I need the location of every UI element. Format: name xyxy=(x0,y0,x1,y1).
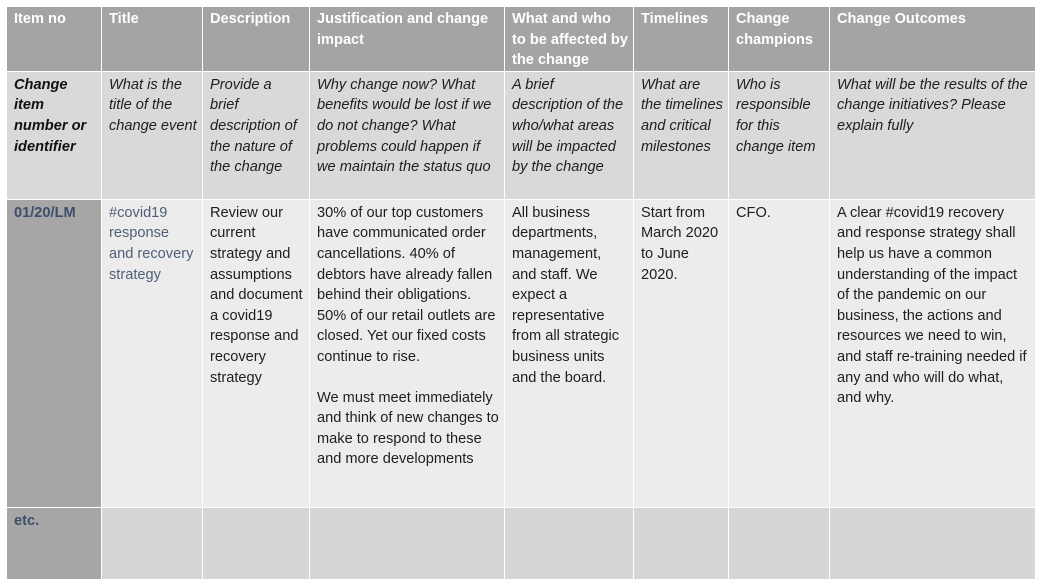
empty-cell xyxy=(729,507,830,579)
justification-paragraph-1: 30% of our top customers have communicated order cancellations. 40% of debtors have already fallen behind their obligations. 50% of our retail outlets are closed. Yet our fixed costs continue to rise. xyxy=(317,204,496,365)
guide-outcomes: What will be the results of the change initiatives? Please explain fully xyxy=(830,71,1036,199)
empty-cell xyxy=(830,507,1036,579)
item-title: #covid19 response and recovery strategy xyxy=(102,199,203,507)
empty-cell xyxy=(203,507,310,579)
item-description: Review our current strategy and assumptions and document a covid19 response and recovery strategy xyxy=(203,199,310,507)
header-justification: Justification and change impact xyxy=(310,7,505,72)
empty-cell xyxy=(634,507,729,579)
guide-item-no: Change item number or identifier xyxy=(7,71,102,199)
guide-row xyxy=(7,71,1036,199)
guide-title: What is the title of the change event xyxy=(102,71,203,199)
item-affected: All business departments, management, and staff. We expect a representative from all strategic business units and the board. xyxy=(505,199,634,507)
guide-timelines: What are the timelines and critical milestones xyxy=(634,71,729,199)
etc-label: etc. xyxy=(7,507,102,579)
guide-description: Provide a brief description of the nature of the change xyxy=(203,71,310,199)
header-timelines: Timelines xyxy=(634,7,729,72)
guide-champions: Who is responsible for this change item xyxy=(729,71,830,199)
header-affected: What and who to be affected by the change xyxy=(505,7,634,72)
item-champions: CFO. xyxy=(729,199,830,507)
table-row xyxy=(7,199,1036,507)
header-description: Description xyxy=(203,7,310,72)
justification-paragraph-2: We must meet immediately and think of new changes to make to respond to these and more developments xyxy=(317,389,499,468)
item-number: 01/20/LM xyxy=(7,199,102,507)
header-row xyxy=(7,7,1036,72)
item-timelines: Start from March 2020 to June 2020. xyxy=(634,199,729,507)
guide-justification: Why change now? What benefits would be lost if we do not change? What problems could happen if we maintain the status quo xyxy=(310,71,505,199)
header-title: Title xyxy=(102,7,203,72)
item-outcomes: A clear #covid19 recovery and response strategy shall help us have a common understanding of the impact of the pandemic on our business, the actions and resources we need to win, and staff re-training needed if any and who will do what, and why. xyxy=(830,199,1036,507)
empty-cell xyxy=(102,507,203,579)
guide-affected: A brief description of the who/what areas will be impacted by the change xyxy=(505,71,634,199)
header-outcomes: Change Outcomes xyxy=(830,7,1036,72)
etc-row xyxy=(7,507,1036,579)
header-item-no: Item no xyxy=(7,7,102,72)
header-champions: Change champions xyxy=(729,7,830,72)
item-justification xyxy=(310,199,505,507)
empty-cell xyxy=(310,507,505,579)
empty-cell xyxy=(505,507,634,579)
change-plan-table xyxy=(6,6,1036,580)
